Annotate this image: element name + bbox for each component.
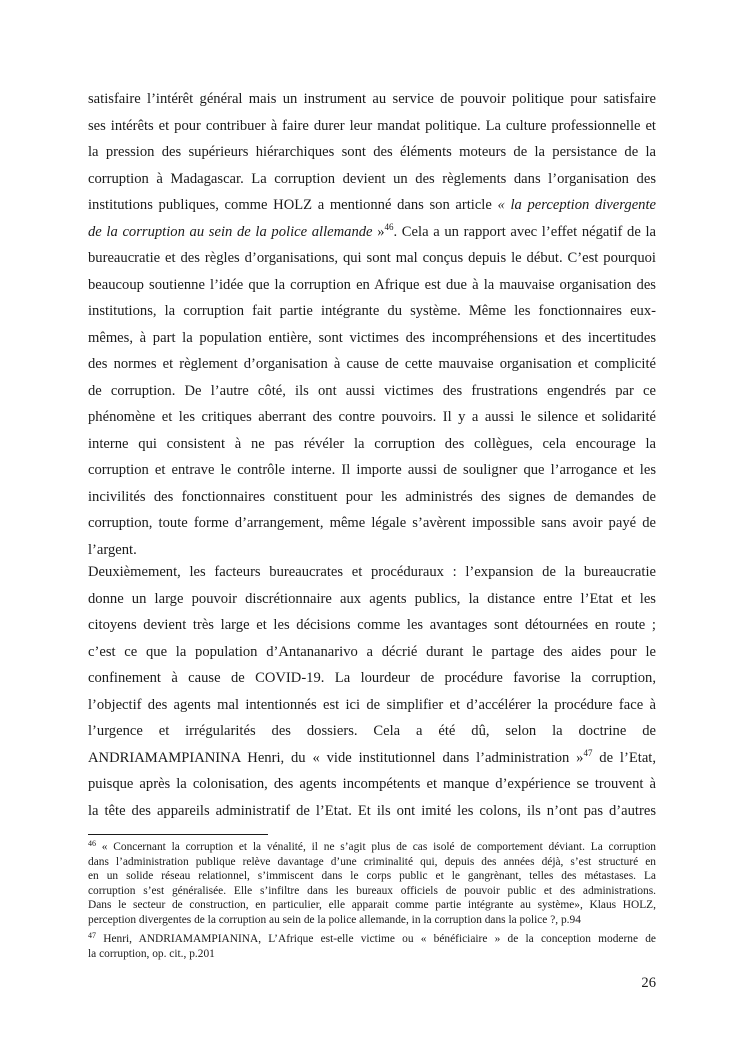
text-line: mêmes, à part la population entière, sont victimes des incompréhensions et des incertitudes — [88, 329, 656, 346]
text-line: corruption, toute forme d’arrangement, même légale s’avèrent impossible sans avoir payé de — [88, 515, 656, 531]
text-line: satisfaire l’intérêt général mais un instrument au service de pouvoir politique pour satisfaire — [88, 91, 656, 107]
text-line: institutions, la corruption fait partie intégrante du système. Même les fonctionnaires eux- — [88, 303, 656, 319]
footnote-line — [88, 932, 656, 947]
body-paragraph-1 — [88, 86, 656, 563]
text-line: de corruption. De l’autre côté, ils ont aussi victimes des frustrations engendrés par ce — [88, 382, 656, 399]
text-line: corruption à Madagascar. La corruption devient un des règlements dans l’organisation des — [88, 170, 656, 187]
text-line: ses intérêts et pour contribuer à faire durer leur mandat politique. La culture professionnelle et — [88, 117, 656, 134]
text-segment: institutions publiques, comme HOLZ a mentionné dans son article — [88, 197, 492, 213]
text-line: confinement à cause de COVID-19. La lourdeur de procédure favorise la corruption, — [88, 670, 656, 686]
footnote-line-last: la corruption, op. cit., p.201 — [88, 947, 215, 960]
body-paragraph-2 — [88, 559, 656, 824]
quote-close: » — [372, 223, 385, 240]
text-line: interne qui consistent à ne pas révéler la corruption des collègues, cela encourage la — [88, 435, 656, 452]
text-segment: . Cela a un rapport avec l’effet négatif de la — [393, 223, 656, 240]
footnote-line: corruption s’est généralisée. Elle s’infiltre dans les bureaux officiels de pouvoir public et des administrations. — [88, 884, 656, 897]
text-segment: de l’Etat, — [592, 749, 656, 766]
text-line-with-citation — [88, 192, 656, 219]
text-line: la pression des supérieurs hiérarchiques sont des éléments moteurs de la persistance de la — [88, 144, 656, 160]
text-line: Deuxièmement, les facteurs bureaucrates et procéduraux : l’expansion de la bureaucratie — [88, 564, 656, 580]
text-line: citoyens devient très large et les décisions comme les avantages sont détournées en route ; — [88, 617, 656, 633]
text-line: beaucoup soutienne l’idée que la corruption en Afrique est due à la mauvaise organisation des — [88, 276, 656, 293]
text-line: donne un large pouvoir discrétionnaire aux agents publics, la distance entre l’Etat et les — [88, 590, 656, 607]
footnote-line: Dans le secteur de construction, en particulier, elle apparait comme partie intégrante au système», Klaus HOLZ, — [88, 899, 656, 912]
text-line-with-citation — [88, 745, 656, 772]
text-line: corruption et entrave le contrôle interne. Il importe aussi de souligner que l’arrogance et les — [88, 462, 656, 478]
footnote-line: en un solide réseau relationnel, s’immiscent dans le corps public et le gangrènant, telles des métastases. La — [88, 870, 656, 883]
quoted-title-part-1: la perception divergente — [510, 197, 657, 213]
footnote-number: 47 — [88, 931, 96, 940]
text-line: puisque après la colonisation, des agents incompétents et manque d’expérience se trouvent à — [88, 776, 656, 792]
text-line: incivilités des fonctionnaires constituent pour les administrés des signes de demandes de — [88, 488, 656, 505]
footnote-number: 46 — [88, 839, 96, 848]
text-line: bureaucratie et des règles d’organisations, qui sont mal conçus depuis le début. C’est pourquoi — [88, 250, 656, 266]
footnote-separator — [88, 834, 268, 835]
text-line: des normes et règlement d’organisation à cause de cette mauvaise organisation et complicité — [88, 356, 656, 372]
text-line: l’urgence et irrégularités des dossiers. Cela a été dû, selon la doctrine de — [88, 723, 656, 739]
footnote-ref-46[interactable]: 46 — [384, 221, 394, 232]
text-segment: Henri, ANDRIAMAMPIANINA, L’Afrique est-elle victime ou « bénéficiaire » de la conception moderne de — [96, 933, 656, 945]
footnote-line-last: perception divergentes de la corruption au sein de la police allemande, in la corruption dans la police ?, p.94 — [88, 913, 581, 926]
text-line-last: l’argent. — [88, 541, 137, 558]
text-line-with-citation — [88, 219, 656, 246]
footnote-46 — [88, 840, 656, 928]
footnote-ref-47[interactable]: 47 — [583, 747, 593, 758]
footnote-47 — [88, 932, 656, 961]
text-segment: ANDRIAMAMPIANINA Henri, du « vide institutionnel dans l’administration » — [88, 749, 584, 766]
footnote-line — [88, 840, 656, 855]
page-number: 26 — [641, 975, 656, 991]
text-line: l’objectif des agents mal intentionnés est ici de simplifier et d’accélérer la procédure face à — [88, 696, 656, 713]
text-line: phénomène et les critiques aberrant des contre pouvoirs. Il y a aussi le silence et solidarité — [88, 409, 656, 425]
text-line: c’est ce que la population d’Antananarivo a décrié durant le partage des aides pour le — [88, 643, 656, 660]
footnote-line: dans l’administration publique relève davantage d’une criminalité qui, depuis des années déjà, s’est structuré en — [88, 855, 656, 868]
text-segment: « Concernant la corruption et la vénalité, il ne s’agit plus de cas isolé de comportement déviant. La corruption — [96, 841, 656, 853]
quote-open: « — [497, 197, 511, 213]
quoted-title-part-2: de la corruption au sein de la police allemande — [88, 223, 373, 240]
text-line: la tête des appareils administratif de l’Etat. Et ils ont imité les colons, ils n’ont pas d’autres — [88, 802, 656, 819]
